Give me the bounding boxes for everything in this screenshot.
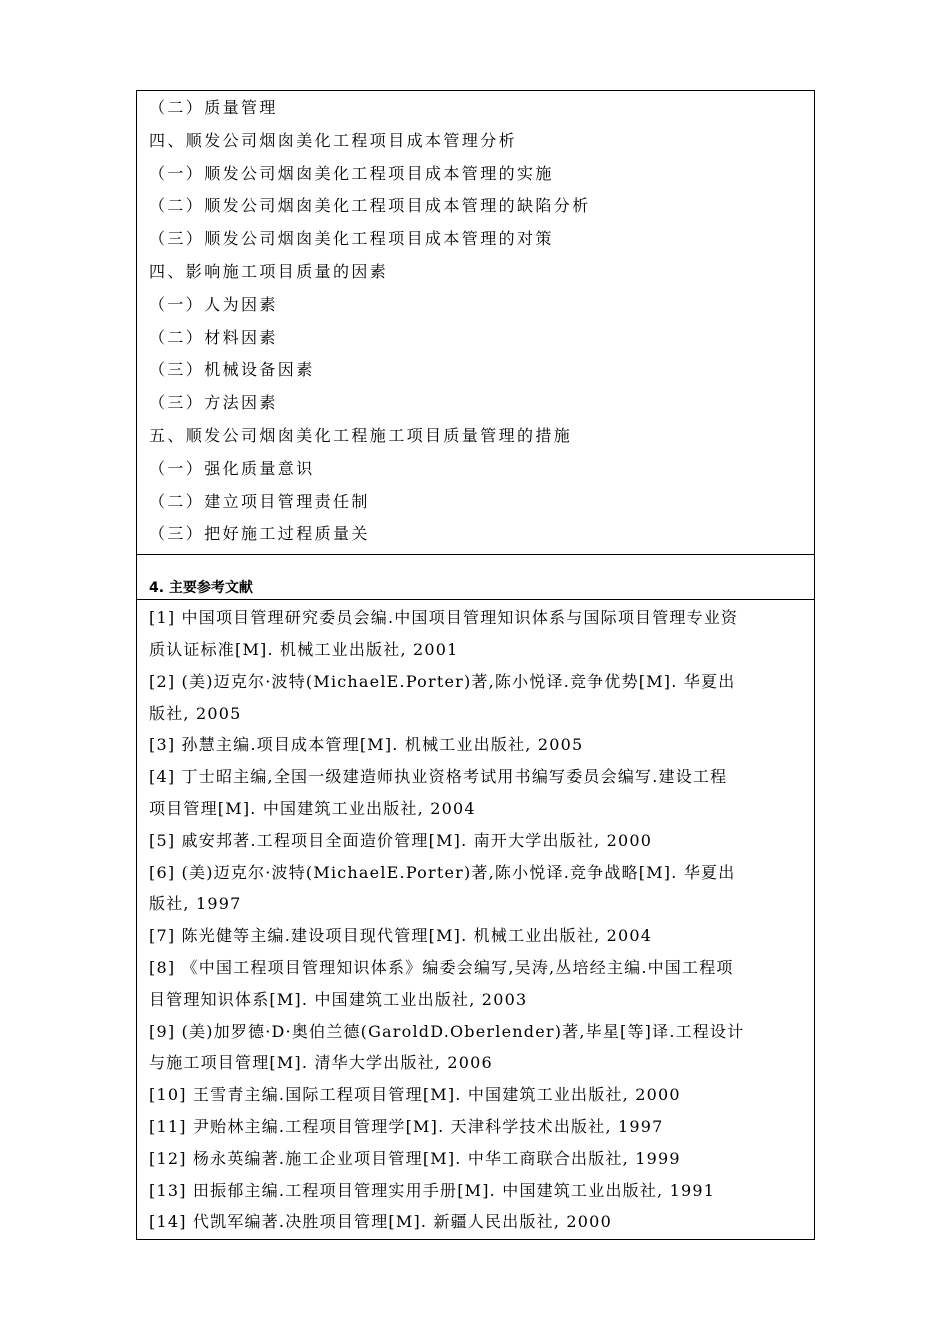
references-heading: 4. 主要参考文献 (149, 580, 253, 597)
reference-line: [10] 王雪青主编.国际工程项目管理[M]. 中国建筑工业出版社, 2000 (149, 1085, 681, 1105)
outline-item: （二）顺发公司烟囱美化工程项目成本管理的缺陷分析 (149, 196, 591, 216)
reference-line: [2] (美)迈克尔·波特(MichaelE.Porter)著,陈小悦译.竞争优势[M]. 华夏出 (149, 671, 736, 691)
reference-line: 质认证标准[M]. 机械工业出版社, 2001 (149, 639, 459, 659)
reference-line: [12] 杨永英编著.施工企业项目管理[M]. 中华工商联合出版社, 1999 (149, 1148, 681, 1168)
outline-item: （一）强化质量意识 (149, 458, 315, 478)
outline-item: （三）顺发公司烟囱美化工程项目成本管理的对策 (149, 229, 554, 249)
reference-line: 与施工项目管理[M]. 清华大学出版社, 2006 (149, 1053, 493, 1073)
outline-item: （三）机械设备因素 (149, 360, 315, 380)
outline-item: （二）材料因素 (149, 327, 278, 347)
reference-line: 目管理知识体系[M]. 中国建筑工业出版社, 2003 (149, 989, 528, 1009)
reference-line: [4] 丁士昭主编,全国一级建造师执业资格考试用书编写委员会编写.建设工程 (149, 767, 728, 787)
reference-line: [8] 《中国工程项目管理知识体系》编委会编写,吴涛,丛培经主编.中国工程项 (149, 957, 734, 977)
outline-item: （二）建立项目管理责任制 (149, 491, 370, 511)
outline-item: （一）顺发公司烟囱美化工程项目成本管理的实施 (149, 163, 554, 183)
reference-line: 版社, 2005 (149, 703, 242, 723)
references-cell (137, 600, 814, 1239)
reference-line: [14] 代凯军编著.决胜项目管理[M]. 新疆人民出版社, 2000 (149, 1212, 612, 1232)
outline-item: 五、顺发公司烟囱美化工程施工项目质量管理的措施 (149, 425, 573, 445)
reference-line: [5] 戚安邦著.工程项目全面造价管理[M]. 南开大学出版社, 2000 (149, 830, 653, 850)
reference-line: [6] (美)迈克尔·波特(MichaelE.Porter)著,陈小悦译.竞争战略[M]. 华夏出 (149, 862, 736, 882)
reference-line: [13] 田振郁主编.工程项目管理实用手册[M]. 中国建筑工业出版社, 1991 (149, 1180, 716, 1200)
reference-line: [1] 中国项目管理研究委员会编.中国项目管理知识体系与国际项目管理专业资 (149, 608, 739, 628)
references-heading-cell (137, 555, 814, 600)
reference-line: 版社, 1997 (149, 894, 242, 914)
reference-line: [3] 孙慧主编.项目成本管理[M]. 机械工业出版社, 2005 (149, 735, 584, 755)
outline-item: （一）人为因素 (149, 294, 278, 314)
outline-item: 四、顺发公司烟囱美化工程项目成本管理分析 (149, 130, 518, 150)
reference-line: [9] (美)加罗德·D·奥伯兰德(GaroldD.Oberlender)著,毕星[等]译.工程设计 (149, 1021, 745, 1041)
outline-item: （三）方法因素 (149, 393, 278, 413)
reference-line: [11] 尹贻林主编.工程项目管理学[M]. 天津科学技术出版社, 1997 (149, 1116, 664, 1136)
document-table (136, 90, 815, 1240)
reference-line: 项目管理[M]. 中国建筑工业出版社, 2004 (149, 798, 476, 818)
outline-item: 四、影响施工项目质量的因素 (149, 261, 389, 281)
outline-item: （三）把好施工过程质量关 (149, 524, 370, 544)
outline-item: （二）质量管理 (149, 98, 278, 117)
outline-cell (137, 91, 814, 555)
reference-line: [7] 陈光健等主编.建设项目现代管理[M]. 机械工业出版社, 2004 (149, 926, 653, 946)
